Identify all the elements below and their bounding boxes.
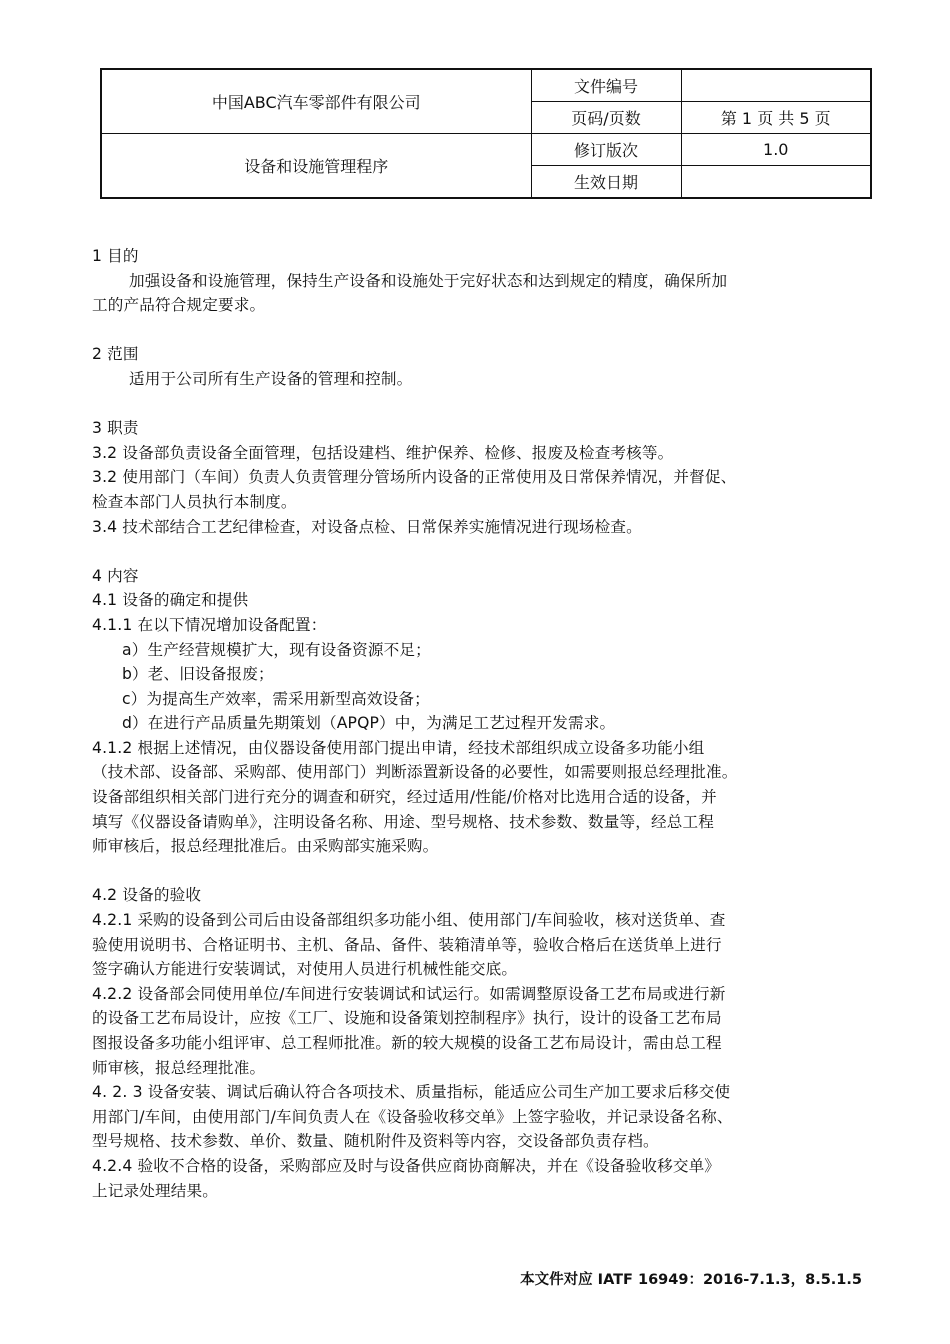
effective-date-value [681, 166, 871, 199]
section-1-text-line: 加强设备和设施管理，保持生产设备和设施处于完好状态和达到规定的精度，确保所加 [129, 271, 728, 290]
section-4-2-4-text-line: 上记录处理结果。 [92, 1181, 218, 1200]
section-3-text-line: 3.2 设备部负责设备全面管理，包括设建档、维护保养、检修、报废及检查考核等。 [92, 443, 674, 462]
document-body [92, 244, 867, 1203]
section-4-1-2-text-line: 填写《仪器设备请购单》，注明设备名称、用途、型号规格、技术参数、数量等，经总工程 [92, 812, 714, 831]
section-4-1-2-text-line: 4.1.2 根据上述情况，由仪器设备使用部门提出申请，经技术部组织成立设备多功能小组 [92, 738, 705, 757]
company-name: 中国ABC汽车零部件有限公司 [101, 69, 531, 134]
section-4-1-2-text-line: 师审核后，报总经理批准后。由采购部实施采购。 [92, 837, 439, 856]
list-item: c）为提高生产效率，需采用新型高效设备； [122, 689, 430, 708]
section-4-2-3-text-line: 型号规格、技术参数、单价、数量、随机附件及资料等内容，交设备部负责存档。 [92, 1132, 659, 1151]
effective-date-label: 生效日期 [531, 166, 681, 199]
section-4-2-1-text-line: 4.2.1 采购的设备到公司后由设备部组织多功能小组、使用部门/车间验收，核对送货单、查 [92, 911, 726, 930]
section-4-2-2-text-line: 的设备工艺布局设计，应按《工厂、设施和设备策划控制程序》执行，设计的设备工艺布局 [92, 1009, 722, 1028]
section-1-heading: 1 目的 [92, 247, 139, 265]
section-4-1-2-text-line: 设备部组织相关部门进行充分的调查和研究，经过适用/性能/价格对比选用合适的设备，并 [92, 788, 717, 807]
section-3-text-line: 3.2 使用部门（车间）负责人负责管理分管场所内设备的正常使用及日常保养情况，并督促、 [92, 468, 737, 487]
section-4-2-2-text-line: 师审核，报总经理批准。 [92, 1058, 266, 1077]
doc-number-value [681, 69, 871, 102]
section-4-2-1-text-line: 验使用说明书、合格证明书、主机、备品、备件、装箱清单等，验收合格后在送货单上进行 [92, 935, 722, 954]
section-2-heading: 2 范围 [92, 345, 139, 364]
list-item: a）生产经营规模扩大，现有设备资源不足； [122, 640, 431, 659]
section-4-2-2-text-line: 4.2.2 设备部会同使用单位/车间进行安装调试和试运行。如需调整原设备工艺布局或进行新 [92, 984, 726, 1003]
section-4-1-1-text: 4.1.1 在以下情况增加设备配置： [92, 615, 327, 634]
revision-label: 修订版次 [531, 134, 681, 166]
section-4-2-1-text-line: 签字确认方能进行安装调试，对使用人员进行机械性能交底。 [92, 960, 518, 979]
list-item: b）老、旧设备报废； [122, 665, 274, 684]
page-count-label: 页码/页数 [531, 102, 681, 134]
list-item: d）在进行产品质量先期策划（APQP）中，为满足工艺过程开发需求。 [122, 714, 616, 733]
document-title: 设备和设施管理程序 [101, 134, 531, 199]
revision-value: 1.0 [681, 134, 871, 166]
section-4-2-2-text-line: 图报设备多功能小组评审、总工程师批准。新的较大规模的设备工艺布局设计，需由总工程 [92, 1034, 722, 1052]
section-4-2-3-text-line: 用部门/车间，由使用部门/车间负责人在《设备验收移交单》上签字验收，并记录设备名称、 [92, 1107, 733, 1126]
section-4-1-2-text-line: （技术部、设备部、采购部、使用部门）判断添置新设备的必要性，如需要则报总经理批准。 [92, 763, 738, 782]
section-4-1-heading: 4.1 设备的确定和提供 [92, 591, 249, 610]
section-1-text-line: 工的产品符合规定要求。 [92, 296, 266, 315]
page-count-value: 第 1 页 共 5 页 [681, 102, 871, 134]
section-3-text-line: 3.4 技术部结合工艺纪律检查，对设备点检、日常保养实施情况进行现场检查。 [92, 517, 642, 536]
section-4-2-3-text-line: 4. 2. 3 设备安装、调试后确认符合各项技术、质量指标，能适应公司生产加工要求后移交使 [92, 1083, 731, 1102]
section-3-text-line: 检查本部门人员执行本制度。 [92, 492, 297, 511]
standard-reference-note: 本文件对应 IATF 16949：2016-7.1.3，8.5.1.5 [520, 1272, 862, 1288]
document-header-table [100, 68, 872, 199]
section-4-2-4-text-line: 4.2.4 验收不合格的设备，采购部应及时与设备供应商协商解决，并在《设备验收移交单》 [92, 1156, 721, 1175]
section-4-heading: 4 内容 [92, 566, 139, 585]
section-4-2-heading: 4.2 设备的验收 [92, 886, 202, 905]
section-3-heading: 3 职责 [92, 419, 139, 438]
section-2-text-line: 适用于公司所有生产设备的管理和控制。 [129, 369, 413, 388]
doc-number-label: 文件编号 [531, 69, 681, 102]
